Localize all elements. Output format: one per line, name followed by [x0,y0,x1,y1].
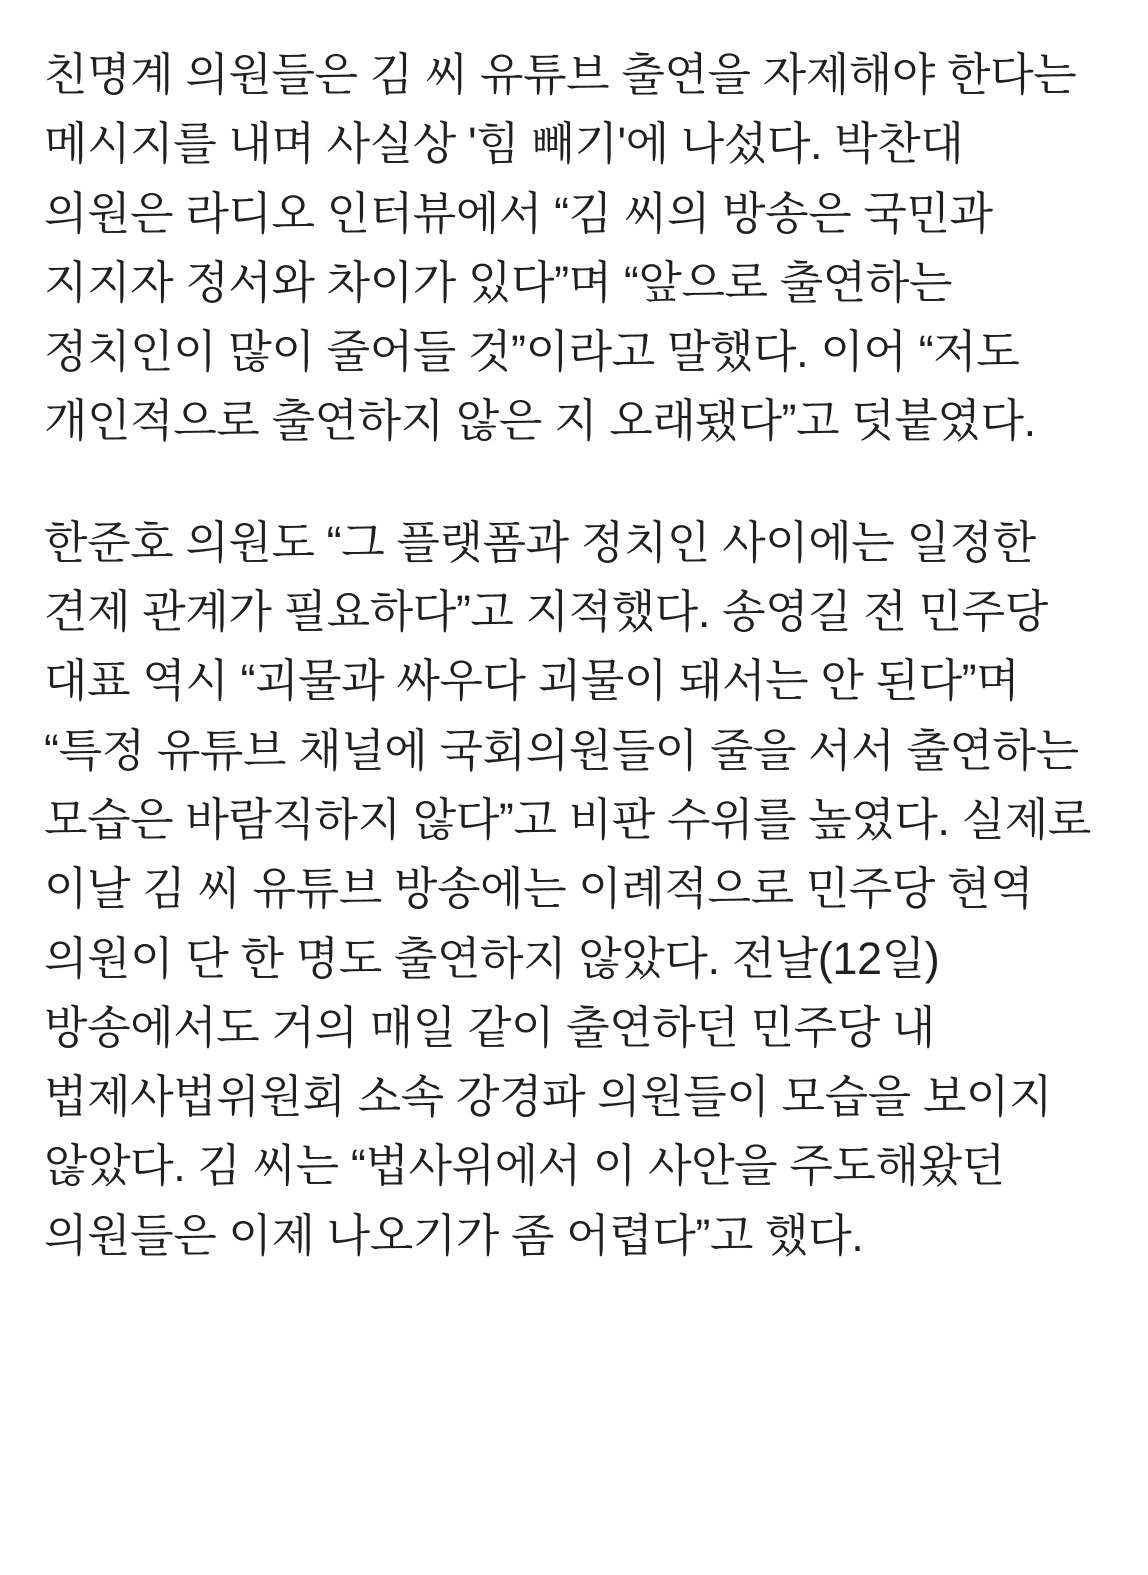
article-paragraph: 한준호 의원도 “그 플랫폼과 정치인 사이에는 일정한 견제 관계가 필요하다”고 지적했다. 송영길 전 민주당 대표 역시 “괴물과 싸우다 괴물이 돼서는 안 된다”며 “특정 유튜브 채널에 국회의원들이 줄을 서서 출연하는 모습은 바람직하지 않다”고 비판 수위를 높였다. 실제로 이날 김 씨 유튜브 방송에는 이례적으로 민주당 현역 의원이 단 한 명도 출연하지 않았다. 전날(12일) 방송에서도 거의 매일 같이 출연하던 민주당 내 법제사법위원회 소속 강경파 의원들이 모습을 보이지 않았다. 김 씨는 “법사위에서 이 사안을 주도해왔던 의원들은 이제 나오기가 좀 어렵다”고 했다. [44,516,1091,1261]
article-paragraph: 친명계 의원들은 김 씨 유튜브 출연을 자제해야 한다는 메시지를 내며 사실상 '힘 빼기'에 나섰다. 박찬대 의원은 라디오 인터뷰에서 “김 씨의 방송은 국민과 지지자 정서와 차이가 있다”며 “앞으로 출연하는 정치인이 많이 줄어들 것”이라고 말했다. 이어 “저도 개인적으로 출연하지 않은 지 오래됐다”고 덧붙였다. [44,49,1077,447]
